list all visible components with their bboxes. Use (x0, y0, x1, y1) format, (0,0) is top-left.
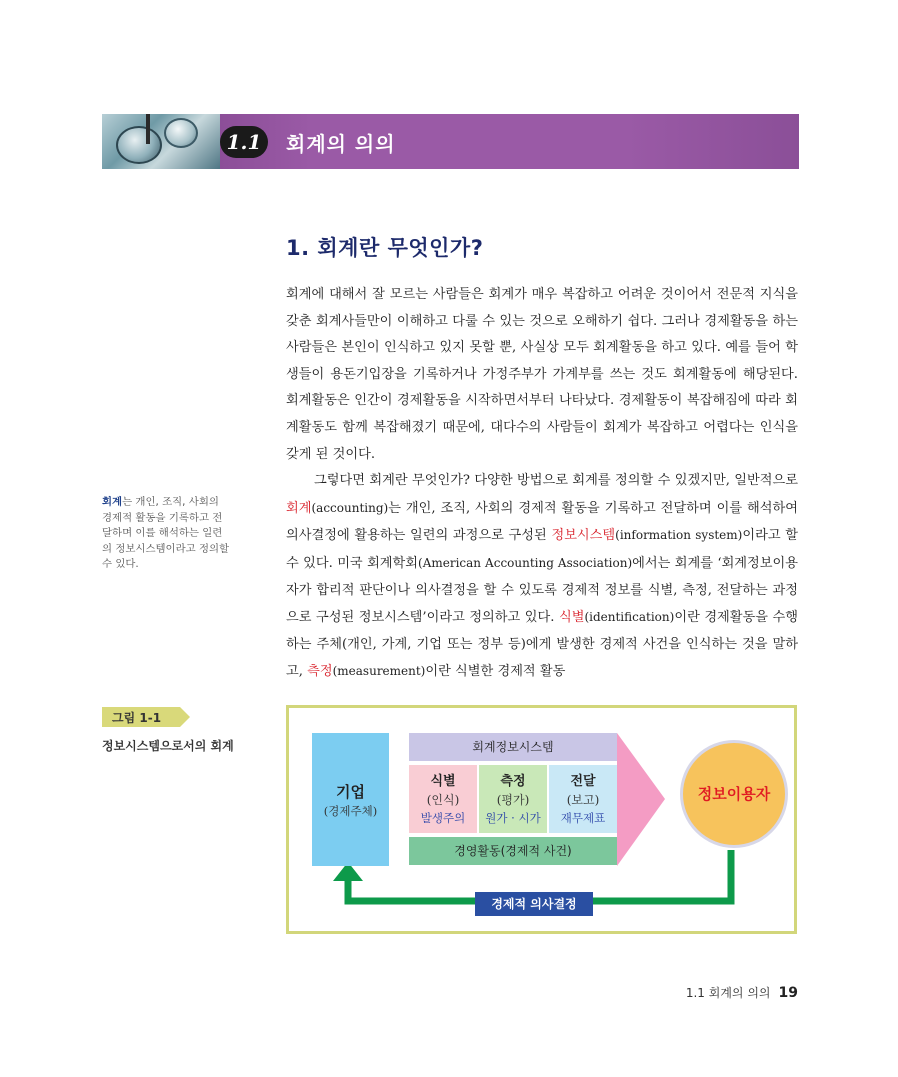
cell-example: 원가 · 시가 (485, 811, 541, 825)
body-text (286, 282, 798, 686)
english-term: (information system) (615, 528, 743, 543)
banner-photo-coins (102, 114, 220, 169)
ais-header: 회계정보시스템 (409, 733, 617, 761)
text-run: 이란 경제활동을 수행하는 주체(개인, 가계, 기업 또는 정부 등)에게 발생한 경제적 사건을 인식하는 것을 말하고, (286, 610, 798, 680)
text-run: 이라고 할 수 있다. 미국 회계학회 (286, 528, 798, 571)
figure-tag-label: 그림 1-1 (112, 711, 162, 725)
business-activity-bar: 경영활동(경제적 사건) (409, 837, 617, 865)
identification-cell (409, 765, 477, 833)
paragraph-1: 회계에 대해서 잘 모르는 사람들은 회계가 매우 복잡하고 어려운 것이어서 전문적 지식을 갖춘 회계사들만이 이해하고 다룰 수 있는 것으로 오해하기 쉽다. 그러나 경제활동을 하는 사람들은 본인이 인식하고 있지 못할 뿐, 사실상 모두 회계활동을 하고 있다. 예를 들어 학생들이 용돈기입장을 기록하거나 가정주부가 가계부를 쓰는 것도 회계활동에 해당된다. 회계활동은 인간이 경제활동을 시작하면서부터 나타났다. 경제활동이 복잡해짐에 따라 회계활동도 함께 복잡해졌기 때문에, 대다수의 사람들이 회계가 복잡하고 어렵다는 인식을 갖게 된 것이다. (286, 287, 798, 462)
cell-title: 전달 (570, 774, 596, 789)
page-footer (686, 984, 798, 1001)
figure-tag-arrow (180, 707, 190, 727)
text-run: 에서는 회계를 ‘회계정보이용자가 합리적 판단이나 의사결정을 할 수 있도록 경제적 정보를 식별, 측정, 전달하는 과정으로 구성된 정보시스템’이라고 정의하고 있다. (286, 555, 799, 626)
subsection-heading: 1. 회계란 무엇인가? (286, 236, 484, 260)
enterprise-box (312, 733, 389, 866)
text-run: 그렇다면 회계란 무엇인가? 다양한 방법으로 회계를 정의할 수 있겠지만, 일반적으로 (314, 473, 798, 489)
english-term: (identification) (584, 610, 675, 625)
pin-graphic (146, 114, 150, 144)
decision-label: 경제적 의사결정 (475, 892, 593, 916)
english-term: (measurement) (332, 664, 426, 679)
term-identification: 식별 (558, 610, 585, 626)
footer-section: 1.1 회계의 의의 (685, 986, 771, 1000)
communication-cell (549, 765, 617, 833)
cell-subtitle: (평가) (496, 793, 530, 807)
section-number: 1.1 (226, 130, 262, 154)
coin-graphic (116, 126, 162, 164)
measurement-cell (479, 765, 547, 833)
section-banner (102, 114, 799, 169)
margin-note-term: 회계 (102, 496, 123, 508)
paragraph-2 (286, 468, 798, 686)
english-term: (accounting) (311, 500, 389, 515)
pink-arrow-icon (617, 733, 669, 866)
term-accounting: 회계 (286, 500, 312, 516)
figure-caption: 정보시스템으로서의 회계 (102, 739, 234, 753)
cell-title: 측정 (500, 774, 526, 789)
coin-graphic (164, 118, 198, 148)
text-run: 이란 식별한 경제적 활동 (425, 664, 566, 680)
accounting-info-system-diagram (286, 705, 797, 934)
enterprise-title: 기업 (336, 783, 365, 801)
term-information-system: 정보시스템 (551, 528, 616, 544)
english-term: (American Accounting Association) (418, 555, 633, 570)
cell-subtitle: (보고) (566, 793, 600, 807)
figure-tag (102, 707, 190, 727)
cell-title: 식별 (430, 774, 456, 789)
cell-example: 발생주의 (420, 811, 466, 825)
term-measurement: 측정 (307, 664, 333, 680)
margin-note-text: 는 개인, 조직, 사회의 경제적 활동을 기록하고 전달하며 이를 해석하는 일련의 정보시스템이라고 정의할 수 있다. (102, 496, 230, 570)
text-run: 는 개인, 조직, 사회의 경제적 활동을 기록하고 전달하며 이를 해석하여 의사결정에 활용하는 일련의 과정으로 구성된 (286, 500, 798, 544)
cell-subtitle: (인식) (426, 793, 460, 807)
margin-note (102, 495, 230, 573)
enterprise-subtitle: (경제주체) (323, 804, 378, 818)
cell-example: 재무제표 (560, 811, 606, 825)
page-number: 19 (778, 985, 798, 1001)
section-title: 회계의 의의 (286, 132, 396, 156)
info-user-circle: 정보이용자 (680, 740, 788, 848)
